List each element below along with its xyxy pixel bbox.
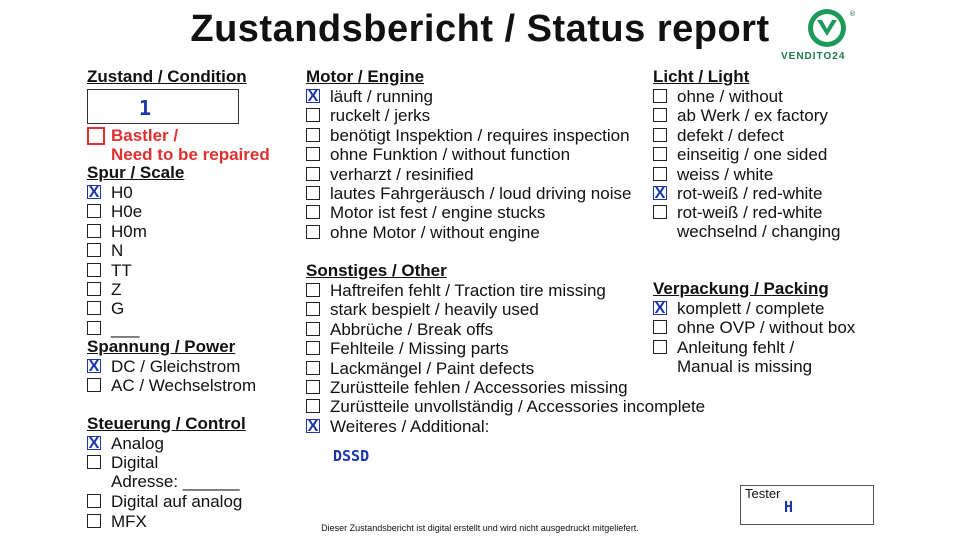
light-option-label: rot-weiß / red-white xyxy=(677,203,823,223)
checkbox[interactable] xyxy=(306,128,320,142)
quantity-value: 1 xyxy=(139,96,152,120)
checkbox-checked[interactable] xyxy=(306,419,320,433)
scale-option-label: ___ xyxy=(111,318,140,338)
control-option[interactable] xyxy=(87,492,242,511)
checkbox[interactable] xyxy=(306,108,320,122)
light-option[interactable] xyxy=(653,126,784,145)
registered-mark: ® xyxy=(849,10,856,18)
control-option-label: Digital auf analog xyxy=(111,492,243,512)
other-option[interactable] xyxy=(306,397,705,416)
control-option[interactable] xyxy=(87,434,164,453)
light-option-label: ohne / without xyxy=(677,87,783,106)
scale-option-label: H0m xyxy=(111,221,147,241)
checkbox[interactable] xyxy=(87,282,101,296)
other-option[interactable] xyxy=(306,417,489,436)
scale-option-label: H0e xyxy=(111,202,143,222)
checkbox[interactable] xyxy=(653,205,667,219)
scale-option[interactable] xyxy=(87,202,142,221)
engine-option[interactable] xyxy=(306,184,631,203)
other-option[interactable] xyxy=(306,281,606,300)
checkbox[interactable] xyxy=(87,378,101,392)
light-option[interactable] xyxy=(653,165,773,184)
engine-option-label: benötigt Inspektion / requires inspection xyxy=(330,125,630,145)
engine-option-label: lautes Fahrgeräusch / loud driving noise xyxy=(330,184,632,203)
control-option-label: Digital xyxy=(111,453,159,473)
checkbox[interactable] xyxy=(653,89,667,103)
power-option-label: DC / Gleichstrom xyxy=(111,357,241,376)
engine-option-label: ruckelt / jerks xyxy=(330,106,431,126)
light-option[interactable] xyxy=(653,106,828,125)
other-option[interactable] xyxy=(306,300,539,319)
checkbox[interactable] xyxy=(306,147,320,161)
checkbox[interactable] xyxy=(87,455,101,469)
engine-option-label: verharzt / resinified xyxy=(330,164,474,184)
power-option-label: AC / Wechselstrom xyxy=(111,376,257,396)
checkbox[interactable] xyxy=(87,263,101,277)
checkbox[interactable] xyxy=(306,167,320,181)
scale-option[interactable] xyxy=(87,183,133,202)
engine-option[interactable] xyxy=(306,203,545,222)
engine-option[interactable] xyxy=(306,126,630,145)
light-continuation: wechselnd / changing xyxy=(677,222,841,241)
page-title: Zustandsbericht / Status report xyxy=(190,8,770,50)
checkbox[interactable] xyxy=(306,225,320,239)
checkbox[interactable] xyxy=(87,301,101,315)
other-option-label: Weiteres / Additional: xyxy=(330,416,490,436)
packing-option-label: ohne OVP / without box xyxy=(677,318,856,338)
other-option-label: Fehlteile / Missing parts xyxy=(330,339,509,359)
other-option[interactable] xyxy=(306,339,509,358)
other-option-label: Haftreifen fehlt / Traction tire missing xyxy=(330,281,606,300)
control-option-label: MFX xyxy=(111,511,147,531)
packing-option-label: Anleitung fehlt / xyxy=(677,337,795,357)
control-option[interactable] xyxy=(87,453,158,472)
light-option-label: ab Werk / ex factory xyxy=(677,106,828,126)
scale-option[interactable] xyxy=(87,319,139,338)
light-option[interactable] xyxy=(653,145,827,164)
checkbox-checked[interactable] xyxy=(87,359,101,373)
checkbox[interactable] xyxy=(653,128,667,142)
engine-option-label: läuft / running xyxy=(330,87,434,106)
other-option[interactable] xyxy=(306,378,628,397)
checkbox[interactable] xyxy=(87,321,101,335)
checkbox[interactable] xyxy=(653,340,667,354)
checkbox[interactable] xyxy=(87,204,101,218)
engine-option-label: ohne Motor / without engine xyxy=(330,222,540,242)
engine-option[interactable] xyxy=(306,87,433,106)
light-option[interactable] xyxy=(653,203,822,222)
engine-heading: Motor / Engine xyxy=(306,67,425,86)
engine-option-label: Motor ist fest / engine stucks xyxy=(330,203,546,223)
light-option[interactable] xyxy=(653,87,783,106)
other-option-label: Abbrüche / Break offs xyxy=(330,319,494,339)
other-option-label: stark bespielt / heavily used xyxy=(330,300,539,320)
engine-option[interactable] xyxy=(306,145,570,164)
power-option[interactable] xyxy=(87,357,240,376)
scale-heading: Spur / Scale xyxy=(87,163,185,182)
quantity-field[interactable] xyxy=(87,89,239,124)
checkbox-checked[interactable] xyxy=(306,89,320,103)
other-option[interactable] xyxy=(306,359,534,378)
checkbox[interactable] xyxy=(653,147,667,161)
control-option-label: Analog xyxy=(111,434,164,453)
checkbox[interactable] xyxy=(306,341,320,355)
engine-option[interactable] xyxy=(306,106,430,125)
packing-option[interactable] xyxy=(653,299,824,318)
packing-option-label: komplett / complete xyxy=(677,299,825,318)
checkbox[interactable] xyxy=(306,322,320,336)
checkbox-checked[interactable] xyxy=(653,186,667,200)
scale-option[interactable] xyxy=(87,280,121,299)
checkbox[interactable] xyxy=(306,186,320,200)
checkbox[interactable] xyxy=(87,243,101,257)
packing-option[interactable] xyxy=(653,318,855,337)
light-heading: Licht / Light xyxy=(653,67,750,86)
checkbox[interactable] xyxy=(306,399,320,413)
repair-checkbox[interactable] xyxy=(87,127,105,145)
checkbox[interactable] xyxy=(306,283,320,297)
checkbox[interactable] xyxy=(306,361,320,375)
power-heading: Spannung / Power xyxy=(87,337,236,356)
other-option[interactable] xyxy=(306,320,493,339)
checkbox[interactable] xyxy=(306,380,320,394)
control-heading: Steuerung / Control xyxy=(87,414,246,433)
checkbox-checked[interactable] xyxy=(653,301,667,315)
checkbox-checked[interactable] xyxy=(87,185,101,199)
scale-option-label: TT xyxy=(111,260,132,280)
scale-option-label: G xyxy=(111,299,125,319)
scale-option[interactable] xyxy=(87,222,147,241)
engine-option[interactable] xyxy=(306,223,540,242)
additional-value: DSSD xyxy=(333,447,370,465)
checkbox[interactable] xyxy=(653,320,667,334)
repair-label: Bastler / Need to be repaired xyxy=(111,126,270,164)
engine-option[interactable] xyxy=(306,165,474,184)
other-option-label: Zurüstteile fehlen / Accessories missing xyxy=(330,378,628,397)
tester-label: Tester xyxy=(745,486,781,501)
light-option-label: rot-weiß / red-white xyxy=(677,184,823,203)
checkbox[interactable] xyxy=(87,224,101,238)
checkbox[interactable] xyxy=(653,108,667,122)
checkbox[interactable] xyxy=(306,205,320,219)
other-heading: Sonstiges / Other xyxy=(306,261,447,280)
engine-option-label: ohne Funktion / without function xyxy=(330,145,571,165)
scale-option[interactable] xyxy=(87,299,124,318)
packing-continuation: Manual is missing xyxy=(677,357,813,376)
tester-value: H xyxy=(784,498,794,516)
other-option-label: Lackmängel / Paint defects xyxy=(330,358,535,378)
address-label: Adresse: ______ xyxy=(111,472,240,491)
scale-option-label: N xyxy=(111,241,124,261)
logo-text: VENDITO24 xyxy=(781,51,846,62)
scale-option[interactable] xyxy=(87,261,132,280)
light-option[interactable] xyxy=(653,184,822,203)
packing-option[interactable] xyxy=(653,338,794,357)
condition-heading: Zustand / Condition xyxy=(87,67,247,86)
packing-heading: Verpackung / Packing xyxy=(653,279,829,298)
other-option-label: Zurüstteile unvollständig / Accessories incomplete xyxy=(330,397,706,417)
light-option-label: weiss / white xyxy=(677,164,774,184)
power-option[interactable] xyxy=(87,376,256,395)
scale-option[interactable] xyxy=(87,241,123,260)
light-option-label: einseitig / one sided xyxy=(677,145,828,165)
scale-option-label: Z xyxy=(111,280,122,299)
light-option-label: defekt / defect xyxy=(677,125,784,145)
checkbox[interactable] xyxy=(306,302,320,316)
checkbox[interactable] xyxy=(653,167,667,181)
checkbox-checked[interactable] xyxy=(87,436,101,450)
scale-option-label: H0 xyxy=(111,183,133,202)
checkbox[interactable] xyxy=(87,494,101,508)
footer-note: Dieser Zustandsbericht ist digital erstellt und wird nicht ausgedruckt mitgeliefert. xyxy=(321,523,639,533)
